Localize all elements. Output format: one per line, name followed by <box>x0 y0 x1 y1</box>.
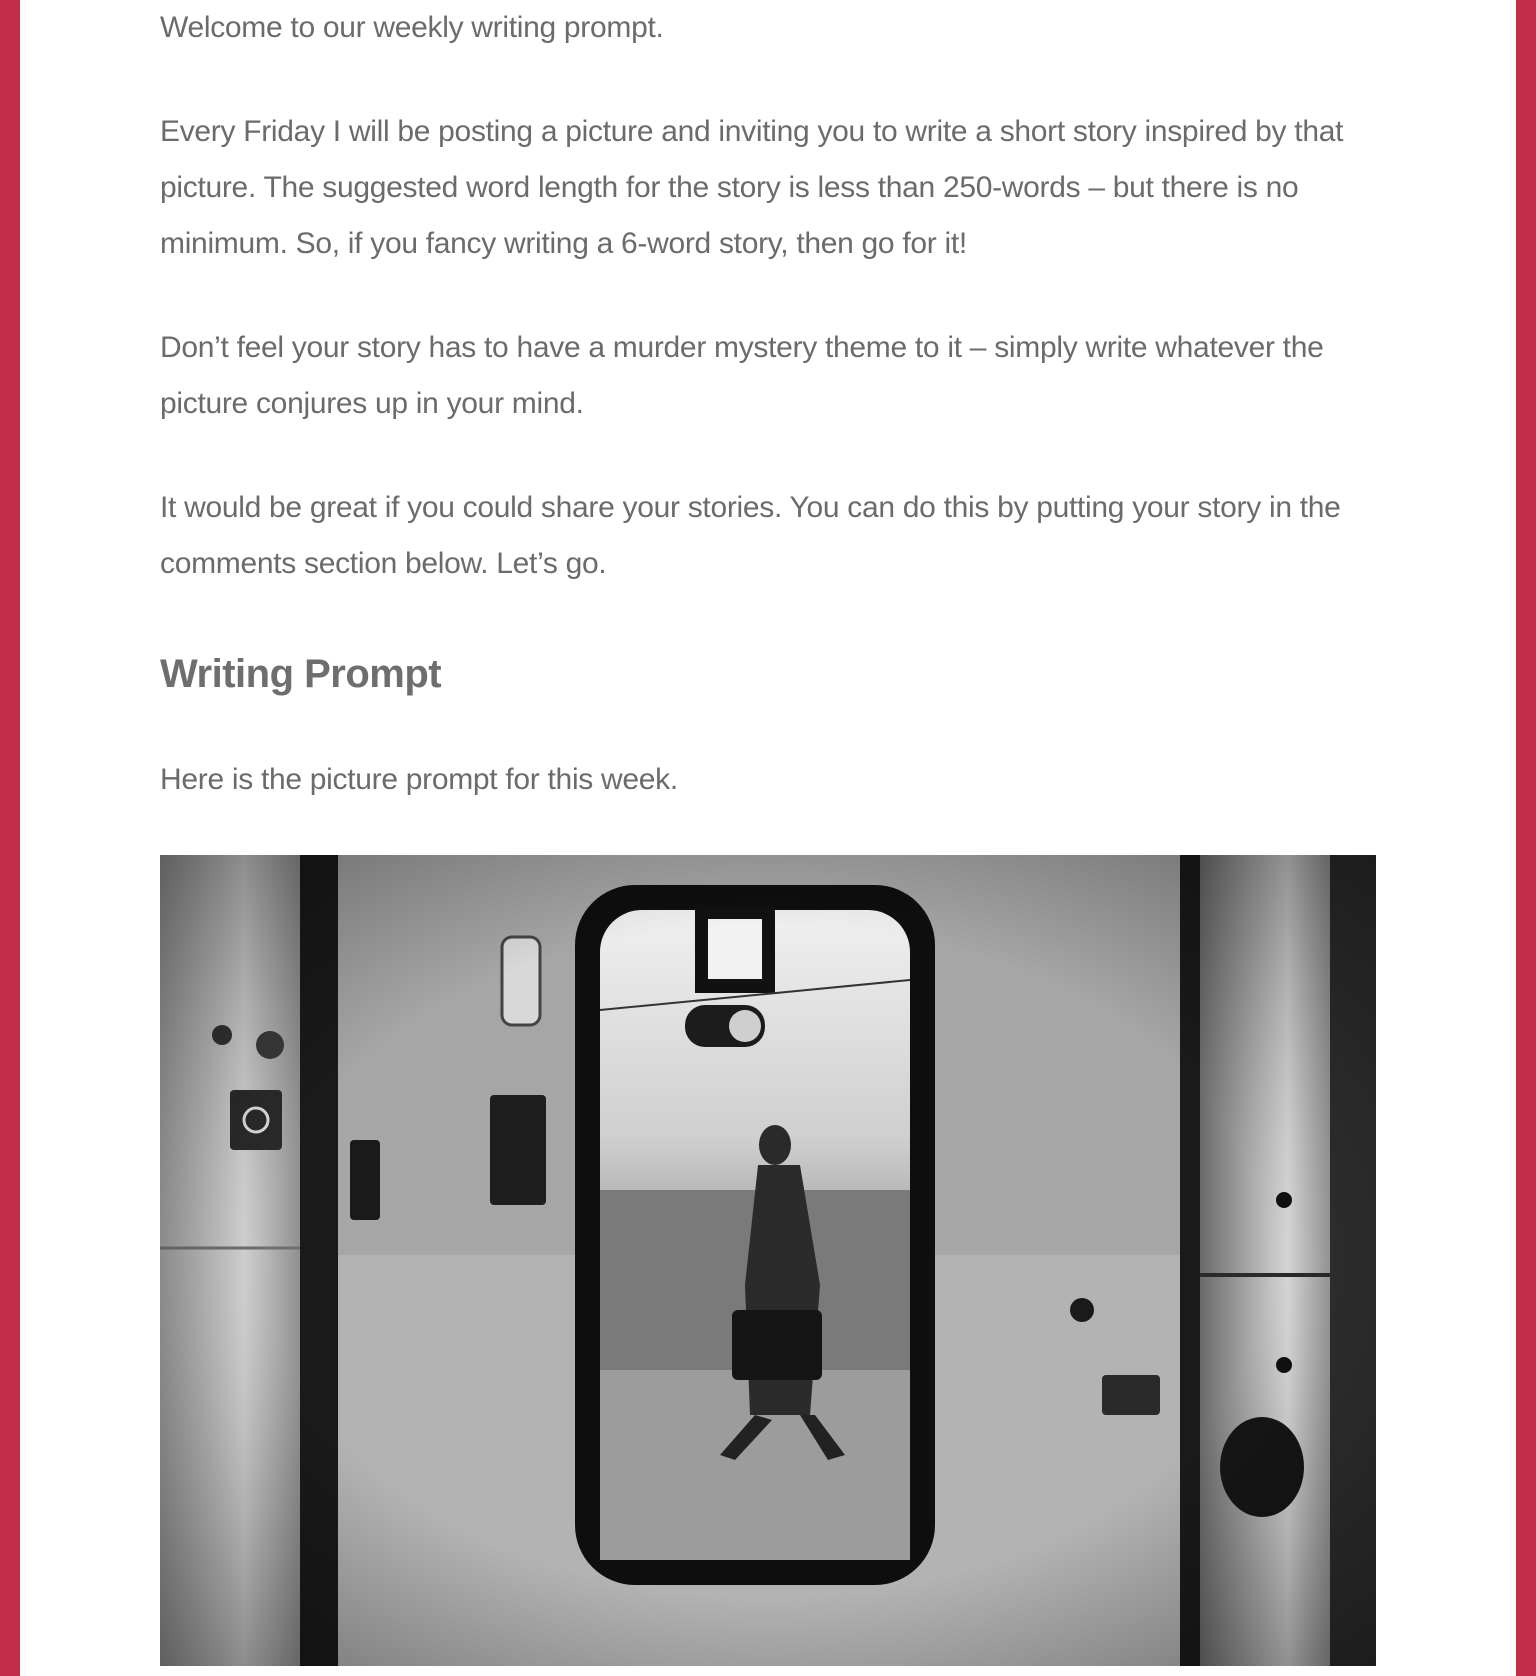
page-container <box>20 0 1516 1676</box>
theme-paragraph: Don’t feel your story has to have a murder mystery theme to it – simply write whatever the picture conjures up in your mind. <box>160 331 1324 420</box>
section-heading: Writing Prompt <box>160 652 442 696</box>
instructions-paragraph: Every Friday I will be posting a picture and inviting you to write a short story inspired by that picture. The suggested word length for the story is less than 250-words – but there is no minimum. So, if you fancy writing a 6-word story, then go for it! <box>160 115 1344 260</box>
share-paragraph: It would be great if you could share your stories. You can do this by putting your story in the comments section below. Let’s go. <box>160 491 1341 580</box>
intro-paragraph: Welcome to our weekly writing prompt. <box>160 11 664 44</box>
prompt-photo <box>160 855 1376 1666</box>
prompt-intro-paragraph: Here is the picture prompt for this week. <box>160 763 678 796</box>
